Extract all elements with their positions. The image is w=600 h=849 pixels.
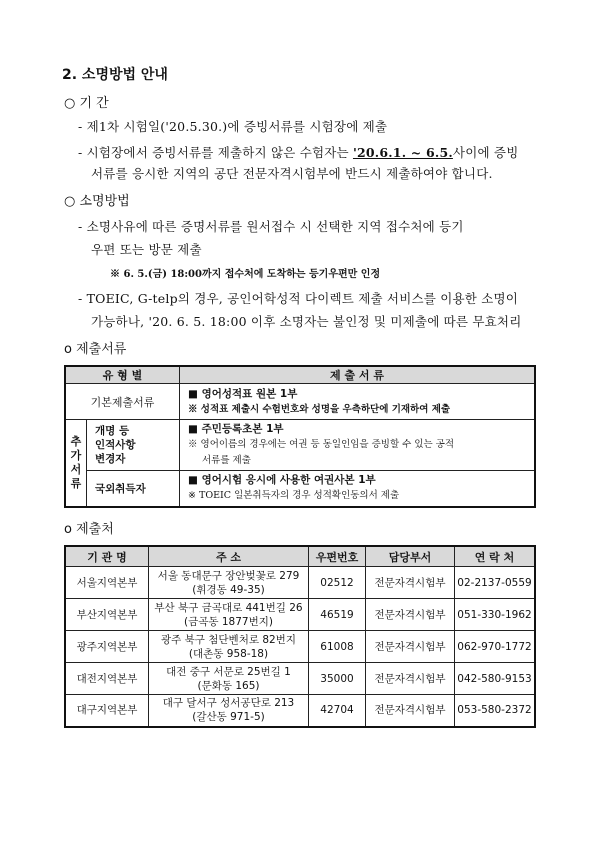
doc-basic-label: 기본제출서류 bbox=[65, 384, 180, 420]
period-line-2 bbox=[78, 143, 518, 161]
office-address-line-2: (갈산동 971-5) bbox=[192, 711, 265, 724]
period-line-1: - 제1차 시험일('20.5.30.)에 증빙서류를 시험장에 제출 bbox=[78, 119, 388, 134]
office-address bbox=[149, 599, 309, 631]
office-address-line-2: (문화동 165) bbox=[197, 679, 260, 692]
office-header-address: 주 소 bbox=[149, 546, 309, 567]
office-address-line-1: 대구 달서구 성서공단로 213 bbox=[162, 697, 295, 710]
doc-change-cell bbox=[180, 420, 536, 471]
office-header-dept: 담당부서 bbox=[366, 546, 455, 567]
table-row bbox=[65, 695, 535, 727]
office-address bbox=[149, 695, 309, 727]
office-address-line-1: 광주 북구 첨단벤처로 82번지 bbox=[161, 633, 296, 646]
office-dept: 전문자격시험부 bbox=[366, 631, 455, 663]
table-row bbox=[65, 663, 535, 695]
period-line-2-tail: 사이에 증빙 bbox=[452, 145, 519, 160]
office-address bbox=[149, 631, 309, 663]
table-row bbox=[65, 599, 535, 631]
office-phone: 02-2137-0559 bbox=[455, 567, 536, 599]
office-address-line-1: 부산 북구 금곡대로 441번길 26 bbox=[154, 601, 303, 614]
office-name: 대구지역본부 bbox=[65, 695, 149, 727]
doc-abroad-line-1: ■ 영어시험 응시에 사용한 여권사본 1부 bbox=[188, 474, 376, 487]
section-title: 2. 소명방법 안내 bbox=[62, 67, 168, 83]
doc-change-line-3: 서류를 제출 bbox=[202, 455, 251, 466]
doc-change-label: 개명 등 인적사항 변경자 bbox=[87, 420, 180, 471]
doc-header-type: 유 형 별 bbox=[65, 366, 180, 384]
method-line-2: 우편 또는 방문 제출 bbox=[91, 242, 202, 257]
office-address-line-2: (휘경동 49-35) bbox=[192, 583, 265, 596]
method-line-4: 가능하나, '20. 6. 5. 18:00 이후 소명자는 불인정 및 미제출에 따른 무효처리 bbox=[91, 314, 522, 329]
doc-basic-cell bbox=[180, 384, 536, 420]
office-address bbox=[149, 567, 309, 599]
office-name: 대전지역본부 bbox=[65, 663, 149, 695]
doc-change-line-2: ※ 영어이름의 경우에는 여권 등 동일인임을 증빙할 수 있는 공적 bbox=[188, 439, 455, 450]
office-dept: 전문자격시험부 bbox=[366, 695, 455, 727]
table-row bbox=[65, 567, 535, 599]
office-zip: 35000 bbox=[309, 663, 366, 695]
doc-basic-line-1: ■ 영어성적표 원본 1부 bbox=[188, 387, 298, 400]
method-line-3: - TOEIC, G-telp의 경우, 공인어학성적 다이렉트 제출 서비스를 이용한 소명이 bbox=[78, 291, 519, 306]
office-zip: 46519 bbox=[309, 599, 366, 631]
office-dept: 전문자격시험부 bbox=[366, 567, 455, 599]
office-phone: 042-580-9153 bbox=[455, 663, 536, 695]
office-name: 부산지역본부 bbox=[65, 599, 149, 631]
doc-abroad-cell bbox=[180, 471, 536, 507]
office-address-line-1: 서울 동대문구 장안벚꽃로 279 bbox=[157, 569, 300, 582]
office-address bbox=[149, 663, 309, 695]
method-note: ※ 6. 5.(금) 18:00까지 접수처에 도착하는 등기우편만 인정 bbox=[110, 269, 381, 280]
period-line-2-text: - 시험장에서 증빙서류를 제출하지 않은 수험자는 bbox=[78, 145, 353, 160]
doc-abroad-line-2: ※ TOEIC 일본취득자의 경우 성적확인동의서 제출 bbox=[188, 490, 400, 502]
office-zip: 42704 bbox=[309, 695, 366, 727]
documents-heading: o 제출서류 bbox=[64, 342, 127, 357]
period-dates: '20.6.1. ~ 6.5. bbox=[352, 145, 453, 160]
office-phone: 053-580-2372 bbox=[455, 695, 536, 727]
doc-basic-line-2: ※ 성적표 제출시 수험번호와 성명을 우측하단에 기재하여 제출 bbox=[188, 403, 451, 415]
period-line-3: 서류를 응시한 지역의 공단 전문자격시험부에 반드시 제출하여야 합니다. bbox=[91, 166, 493, 181]
offices-heading: o 제출처 bbox=[64, 522, 114, 537]
office-name: 서울지역본부 bbox=[65, 567, 149, 599]
doc-change-line-1: ■ 주민등록초본 1부 bbox=[188, 423, 284, 435]
doc-extra-label: 추 가 서 류 bbox=[65, 420, 87, 507]
office-dept: 전문자격시험부 bbox=[366, 599, 455, 631]
table-row bbox=[65, 631, 535, 663]
office-header-phone: 연 락 처 bbox=[455, 546, 536, 567]
office-phone: 062-970-1772 bbox=[455, 631, 536, 663]
office-phone: 051-330-1962 bbox=[455, 599, 536, 631]
offices-table bbox=[64, 545, 536, 728]
office-address-line-2: (대촌동 958-18) bbox=[188, 647, 269, 660]
office-address-line-2: (금곡동 1877번지) bbox=[184, 615, 273, 628]
documents-table bbox=[64, 365, 536, 508]
doc-abroad-label: 국외취득자 bbox=[87, 471, 180, 507]
office-name: 광주지역본부 bbox=[65, 631, 149, 663]
office-dept: 전문자격시험부 bbox=[366, 663, 455, 695]
method-heading: ○ 소명방법 bbox=[64, 194, 130, 209]
office-address-line-1: 대전 중구 서문로 25번길 1 bbox=[166, 665, 291, 678]
doc-header-files: 제 출 서 류 bbox=[180, 366, 536, 384]
period-heading: ○ 기 간 bbox=[64, 96, 109, 111]
office-header-zip: 우편번호 bbox=[309, 546, 366, 567]
method-line-1: - 소명사유에 따른 증명서류를 원서접수 시 선택한 지역 접수처에 등기 bbox=[78, 219, 464, 234]
office-header-name: 기 관 명 bbox=[65, 546, 149, 567]
office-zip: 02512 bbox=[309, 567, 366, 599]
office-zip: 61008 bbox=[309, 631, 366, 663]
